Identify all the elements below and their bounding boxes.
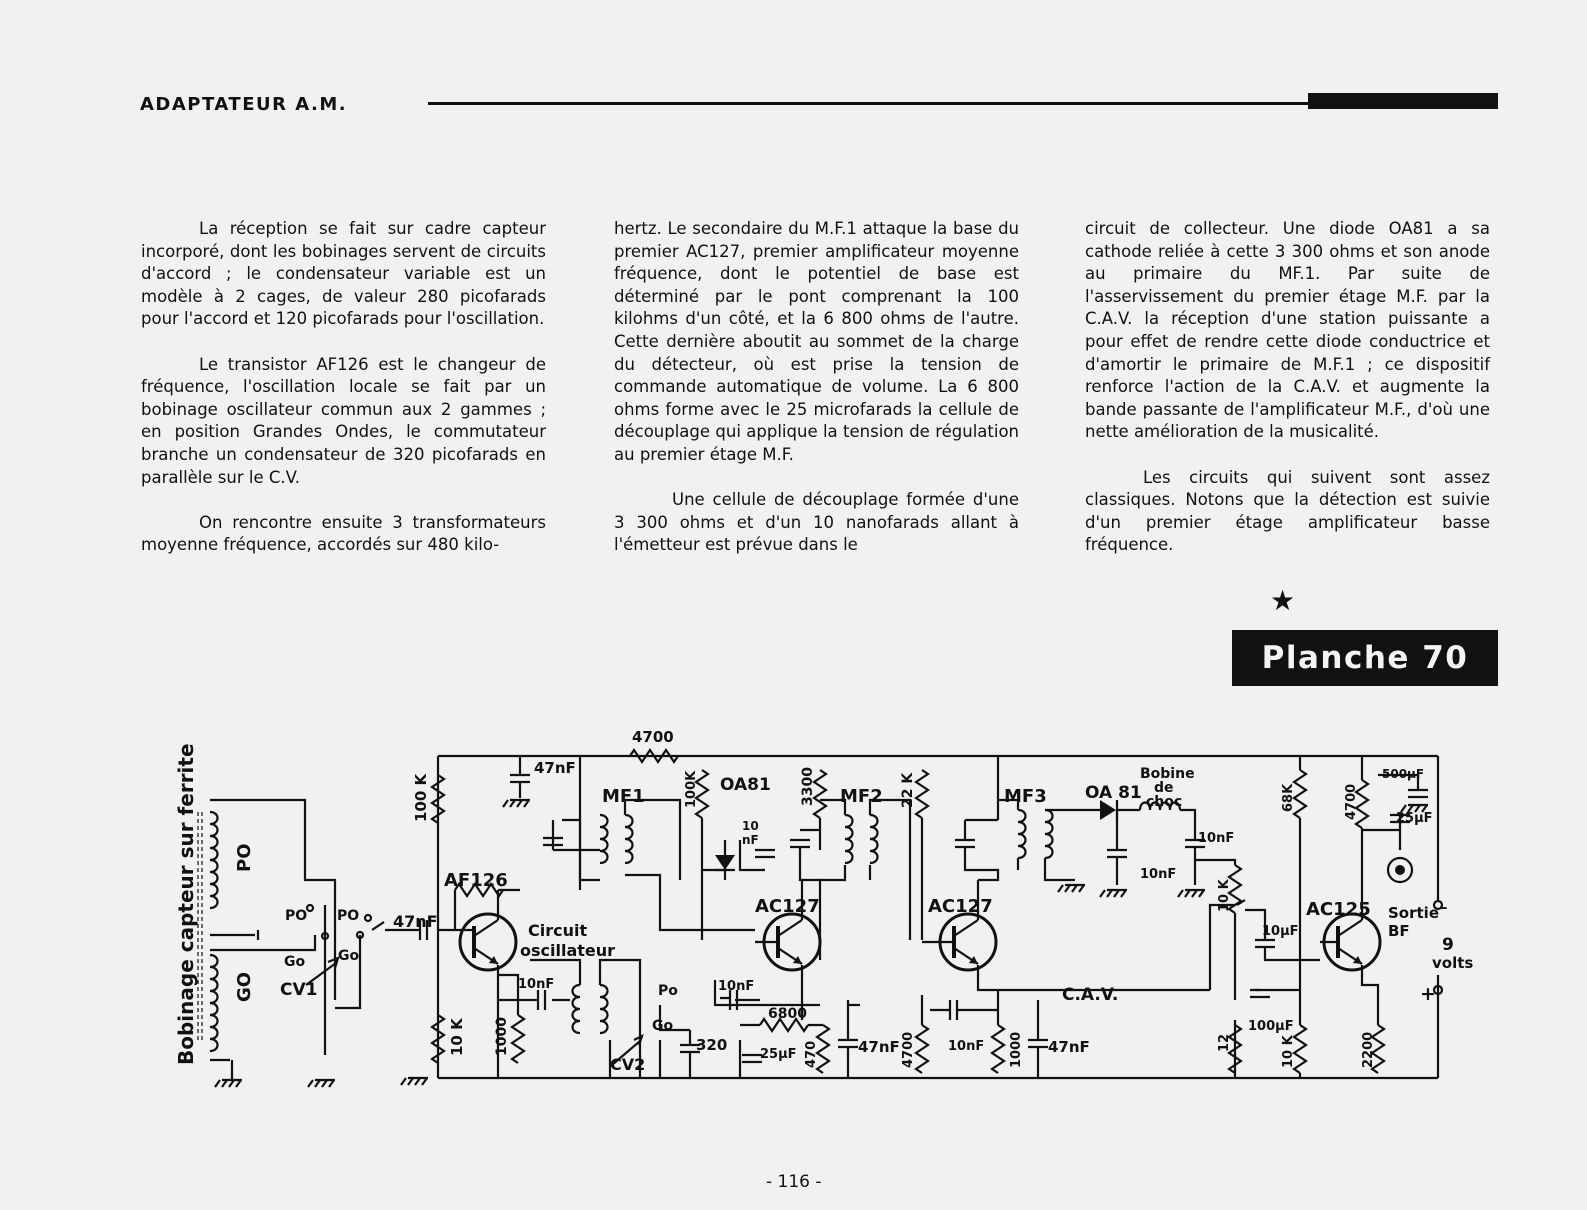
schematic-label: 10nF — [1140, 867, 1177, 882]
schematic-label: 10 K — [1281, 1035, 1296, 1068]
schematic-label: 3300 — [800, 767, 816, 806]
schematic-label: Circuit — [528, 921, 588, 940]
schematic-label: CV1 — [280, 980, 318, 1000]
schematic-label: 47nF — [1048, 1038, 1090, 1056]
page-number: - 116 - — [766, 1172, 822, 1192]
star-icon: ★ — [1270, 584, 1296, 617]
schematic-label: MF2 — [840, 786, 883, 807]
schematic-label: Bobinage capteur sur ferrite — [174, 743, 198, 1065]
paragraph: La réception se fait sur cadre capteur incorporé, dont les bobinages servent de circuits d'accord ; le condensateur variable est un modèle à 2 cages, de valeur 280 picofarads pour l'accord et 120 picofarads pour l'oscillation. — [141, 219, 546, 329]
coil-po — [210, 812, 218, 908]
schematic-label: AC125 — [1306, 899, 1371, 920]
schematic-label: 6800 — [768, 1006, 807, 1022]
schematic-label: 1000 — [1009, 1031, 1024, 1068]
schematic-label: 68K — [1281, 783, 1296, 812]
schematic-label: de — [1154, 780, 1174, 796]
coil-go — [210, 955, 218, 1051]
schematic-label: 4700 — [901, 1031, 916, 1068]
schematic-label: 9 — [1442, 935, 1454, 955]
schematic-label: 10 K — [448, 1018, 466, 1056]
schematic-label: Sortie — [1388, 904, 1439, 922]
schematic-label: 320 — [696, 1036, 728, 1054]
section-title: ADAPTATEUR A.M. — [140, 94, 348, 115]
schematic-label: OA 81 — [1085, 783, 1142, 803]
schematic-label: choc — [1146, 794, 1183, 810]
schematic-label: 10nF — [1198, 831, 1235, 846]
schematic-label: CV2 — [610, 1055, 646, 1074]
schematic-label: C.A.V. — [1062, 985, 1119, 1005]
schematic-label: 25µF — [760, 1047, 797, 1062]
schematic-label: oscillateur — [520, 941, 616, 960]
schematic-label: AF126 — [444, 870, 508, 891]
schematic-label: 10 K — [1217, 879, 1232, 912]
schematic-label: 22 K — [900, 772, 916, 808]
schematic-label: + — [1420, 983, 1436, 1005]
schematic-label: AC127 — [755, 896, 820, 917]
schematic-label: 47nF — [858, 1038, 900, 1056]
schematic-label: 10nF — [718, 979, 755, 994]
resistor-10k-a — [432, 1015, 444, 1063]
resistor-100k-a — [432, 775, 444, 823]
schematic-label: volts — [1432, 954, 1474, 972]
schematic-label: Po — [658, 983, 678, 999]
schematic-label: 4700 — [1344, 783, 1359, 820]
paragraph: Les circuits qui suivent sont assez classiques. Notons que la détection est suivie d'un premier étage amplificateur basse fréquence. — [1085, 467, 1490, 555]
schematic-label: 10 — [742, 819, 759, 833]
schematic-label: Bobine — [1140, 766, 1195, 782]
schematic-label: 500µF — [1382, 767, 1425, 781]
schematic-label: PO — [234, 843, 255, 872]
schematic-label: 25µF — [1396, 811, 1433, 826]
paragraph: Une cellule de découplage formée d'une 3 300 ohms et d'un 10 nanofarads allant à l'émetteur est prévue dans le — [614, 490, 1019, 555]
schematic-label: 100µF — [1248, 1019, 1294, 1034]
schematic-label: 470 — [804, 1040, 819, 1068]
schematic-label: Go — [284, 954, 306, 970]
schematic-label: 47nF — [534, 759, 576, 777]
schematic-label: PO — [337, 908, 360, 924]
plate-label: Planche 70 — [1232, 630, 1498, 686]
schematic-label: 12 — [1217, 1033, 1232, 1052]
schematic-label: OA81 — [720, 775, 771, 795]
schematic-label: GO — [234, 971, 255, 1002]
schematic-label: 10nF — [948, 1039, 985, 1054]
schematic-label: 4700 — [632, 728, 674, 746]
schematic-label: Go — [652, 1018, 674, 1034]
schematic-label: – — [1440, 898, 1448, 916]
schematic-label: BF — [1388, 922, 1410, 940]
paragraph: On rencontre ensuite 3 transformateurs moyenne fréquence, accordés sur 480 kilo- — [141, 512, 546, 555]
schematic-label: Go — [338, 948, 360, 964]
schematic-label: MF3 — [1004, 786, 1047, 807]
schematic-label: AC127 — [928, 896, 993, 917]
paragraph: hertz. Le secondaire du M.F.1 attaque la base du premier AC127, premier amplificateur moyenne fréquence, dont le potentiel de base est déterminé par le pont comprenant la 100 kilohms d'un côté, et la 6 800 ohms de l'autre. Cette dernière aboutit au sommet de la charge du détecteur, où est prise la tension de commande automatique de volume. La 6 800 ohms forme avec le 25 microfarads la cellule de découplage qui applique la tension de régulation au premier étage M.F. — [614, 219, 1019, 464]
schematic-label: 10µF — [1262, 924, 1299, 939]
schematic-label: nF — [742, 833, 759, 847]
schematic-label: 47nF — [393, 912, 438, 931]
schematic-label: MF1 — [602, 786, 645, 807]
schematic-label: 10nF — [518, 977, 555, 992]
schematic-label: PO — [285, 908, 308, 924]
schematic-label: 2200 — [1361, 1031, 1376, 1068]
paragraph: circuit de collecteur. Une diode OA81 a sa cathode reliée à cette 3 300 ohms et son anode au primaire du MF.1. Par suite de l'asservissement du premier étage M.F. par la C.A.V. la réception d'une station puissante a pour effet de rendre cette diode conductrice et d'amortir le primaire de M.F.1 ; ce dispositif renforce l'action de la C.A.V. et augmente la bande passante de l'amplificateur M.F., d'où une nette amélioration de la musicalité. — [1085, 219, 1490, 442]
schematic-label: 100K — [684, 770, 699, 808]
paragraph: Le transistor AF126 est le changeur de fréquence, l'oscillation locale se fait par un bobinage oscillateur commun aux 2 gammes ; en position Grandes Ondes, le commutateur branche un condensateur de 320 picofarads en parallèle sur le C.V. — [141, 354, 546, 487]
schematic-label: 100 K — [412, 773, 430, 822]
transistor-af126 — [460, 914, 516, 970]
schematic-label: 1000 — [494, 1017, 510, 1056]
